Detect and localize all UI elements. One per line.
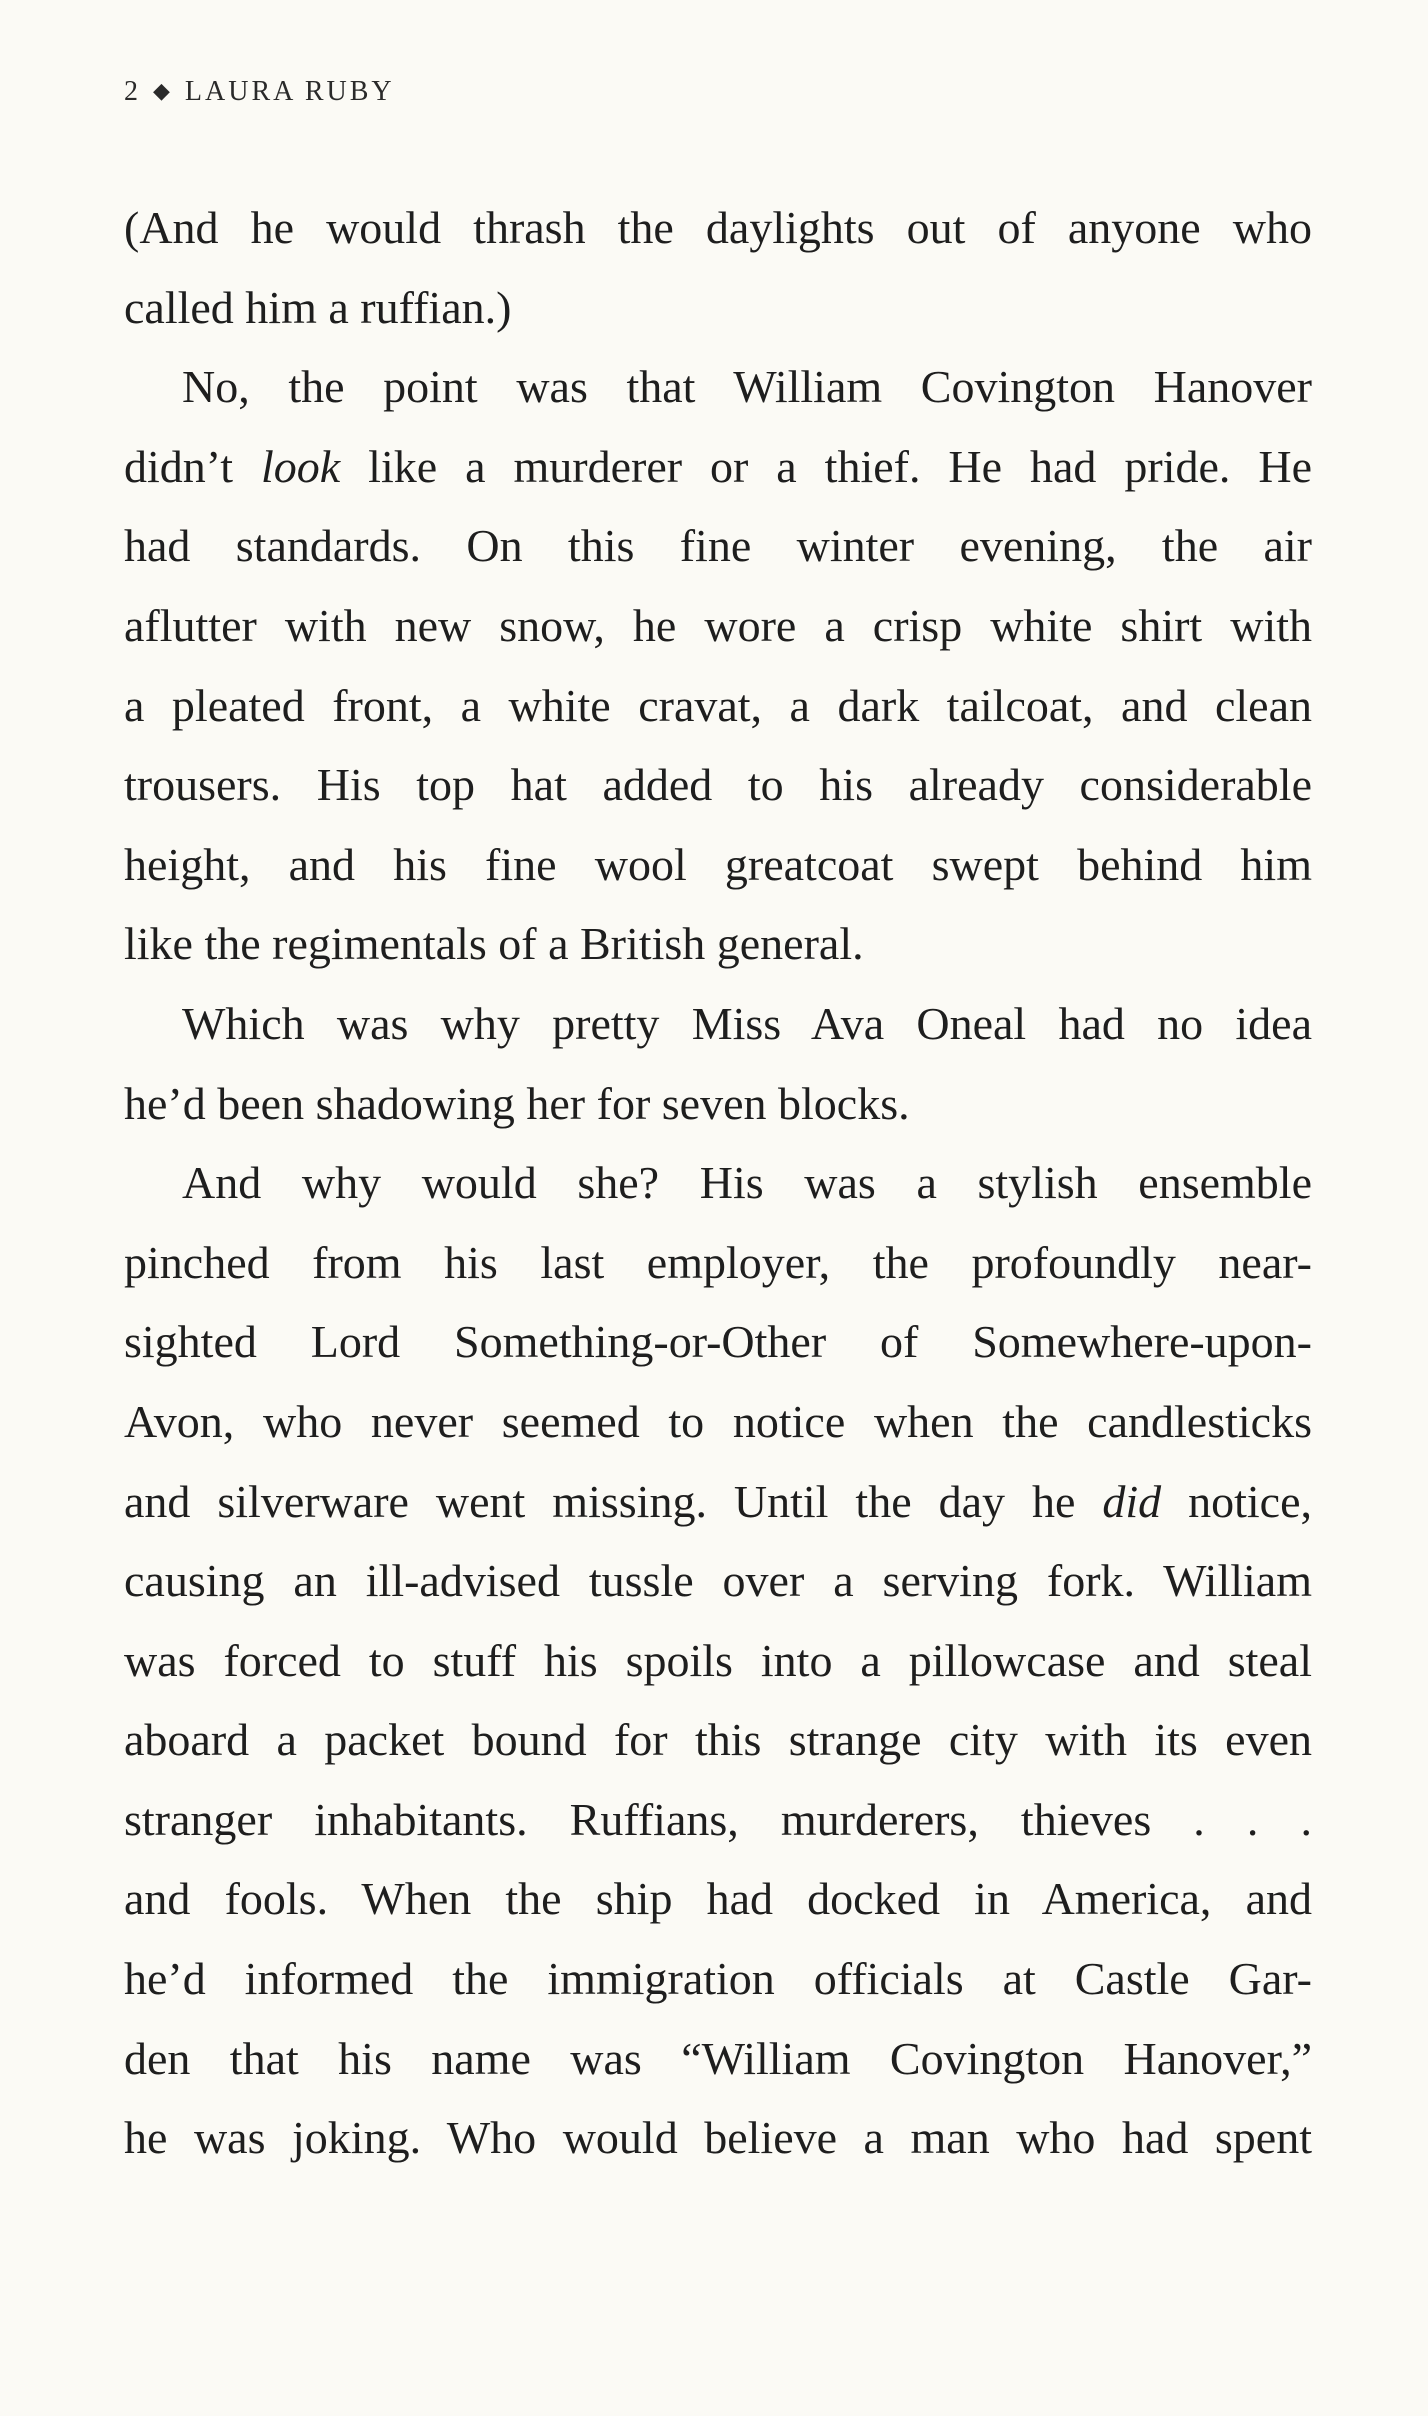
text-line: stranger inhabitants. Ruffians, murderers, thieves . . . xyxy=(124,1793,1312,1845)
separator-diamond: ◆ xyxy=(153,78,173,103)
text-line: was forced to stuff his spoils into a pillowcase and steal xyxy=(124,1634,1312,1686)
text-line: Avon, who never seemed to notice when the candlesticks xyxy=(124,1395,1312,1447)
page-number: 2 xyxy=(124,76,141,107)
text-segment: and silverware went missing. Until the day he xyxy=(124,1475,1103,1527)
body-text xyxy=(124,188,1312,2178)
text-line: Which was why pretty Miss Ava Oneal had no idea xyxy=(182,997,1312,1049)
text-line: aboard a packet bound for this strange city with its even xyxy=(124,1714,1312,1766)
italic-word: look xyxy=(261,440,341,492)
text-line: he was joking. Who would believe a man who had spent xyxy=(124,2112,1312,2164)
text-segment: didn’t xyxy=(124,440,262,492)
text-line: No, the point was that William Covington Hanover xyxy=(182,361,1312,413)
text-line: a pleated front, a white cravat, a dark tailcoat, and clean xyxy=(124,679,1312,731)
text-line xyxy=(124,1462,1312,1542)
text-line: (And he would thrash the daylights out of anyone who xyxy=(124,202,1312,253)
text-line: he’d informed the immigration officials at Castle Gar- xyxy=(124,1953,1312,2005)
text-line: And why would she? His was a stylish ensemble xyxy=(182,1157,1312,1209)
text-line: aflutter with new snow, he wore a crisp white shirt with xyxy=(124,599,1312,651)
text-line: he’d been shadowing her for seven blocks. xyxy=(124,1077,910,1129)
running-head xyxy=(124,76,395,108)
text-line: like the regimentals of a British general. xyxy=(124,918,864,970)
text-line: pinched from his last employer, the profoundly near- xyxy=(124,1236,1312,1288)
text-line: and fools. When the ship had docked in America, and xyxy=(124,1873,1312,1925)
text-segment: like a murderer or a thief. He had pride. He xyxy=(340,440,1312,492)
text-line: called him a ruffian.) xyxy=(124,281,512,333)
text-line: den that his name was “William Covington Hanover,” xyxy=(124,2032,1312,2084)
text-line: height, and his fine wool greatcoat swept behind him xyxy=(124,838,1312,890)
text-line: causing an ill-advised tussle over a serving fork. William xyxy=(124,1555,1312,1607)
text-line: sighted Lord Something-or-Other of Somewhere-upon- xyxy=(124,1316,1312,1368)
italic-word: did xyxy=(1102,1475,1162,1527)
text-line: trousers. His top hat added to his already considerable xyxy=(124,759,1312,811)
text-segment: notice, xyxy=(1161,1475,1312,1527)
text-line xyxy=(124,427,1312,507)
author-name: LAURA RUBY xyxy=(184,76,395,107)
text-line: had standards. On this fine winter evening, the air xyxy=(124,520,1312,572)
